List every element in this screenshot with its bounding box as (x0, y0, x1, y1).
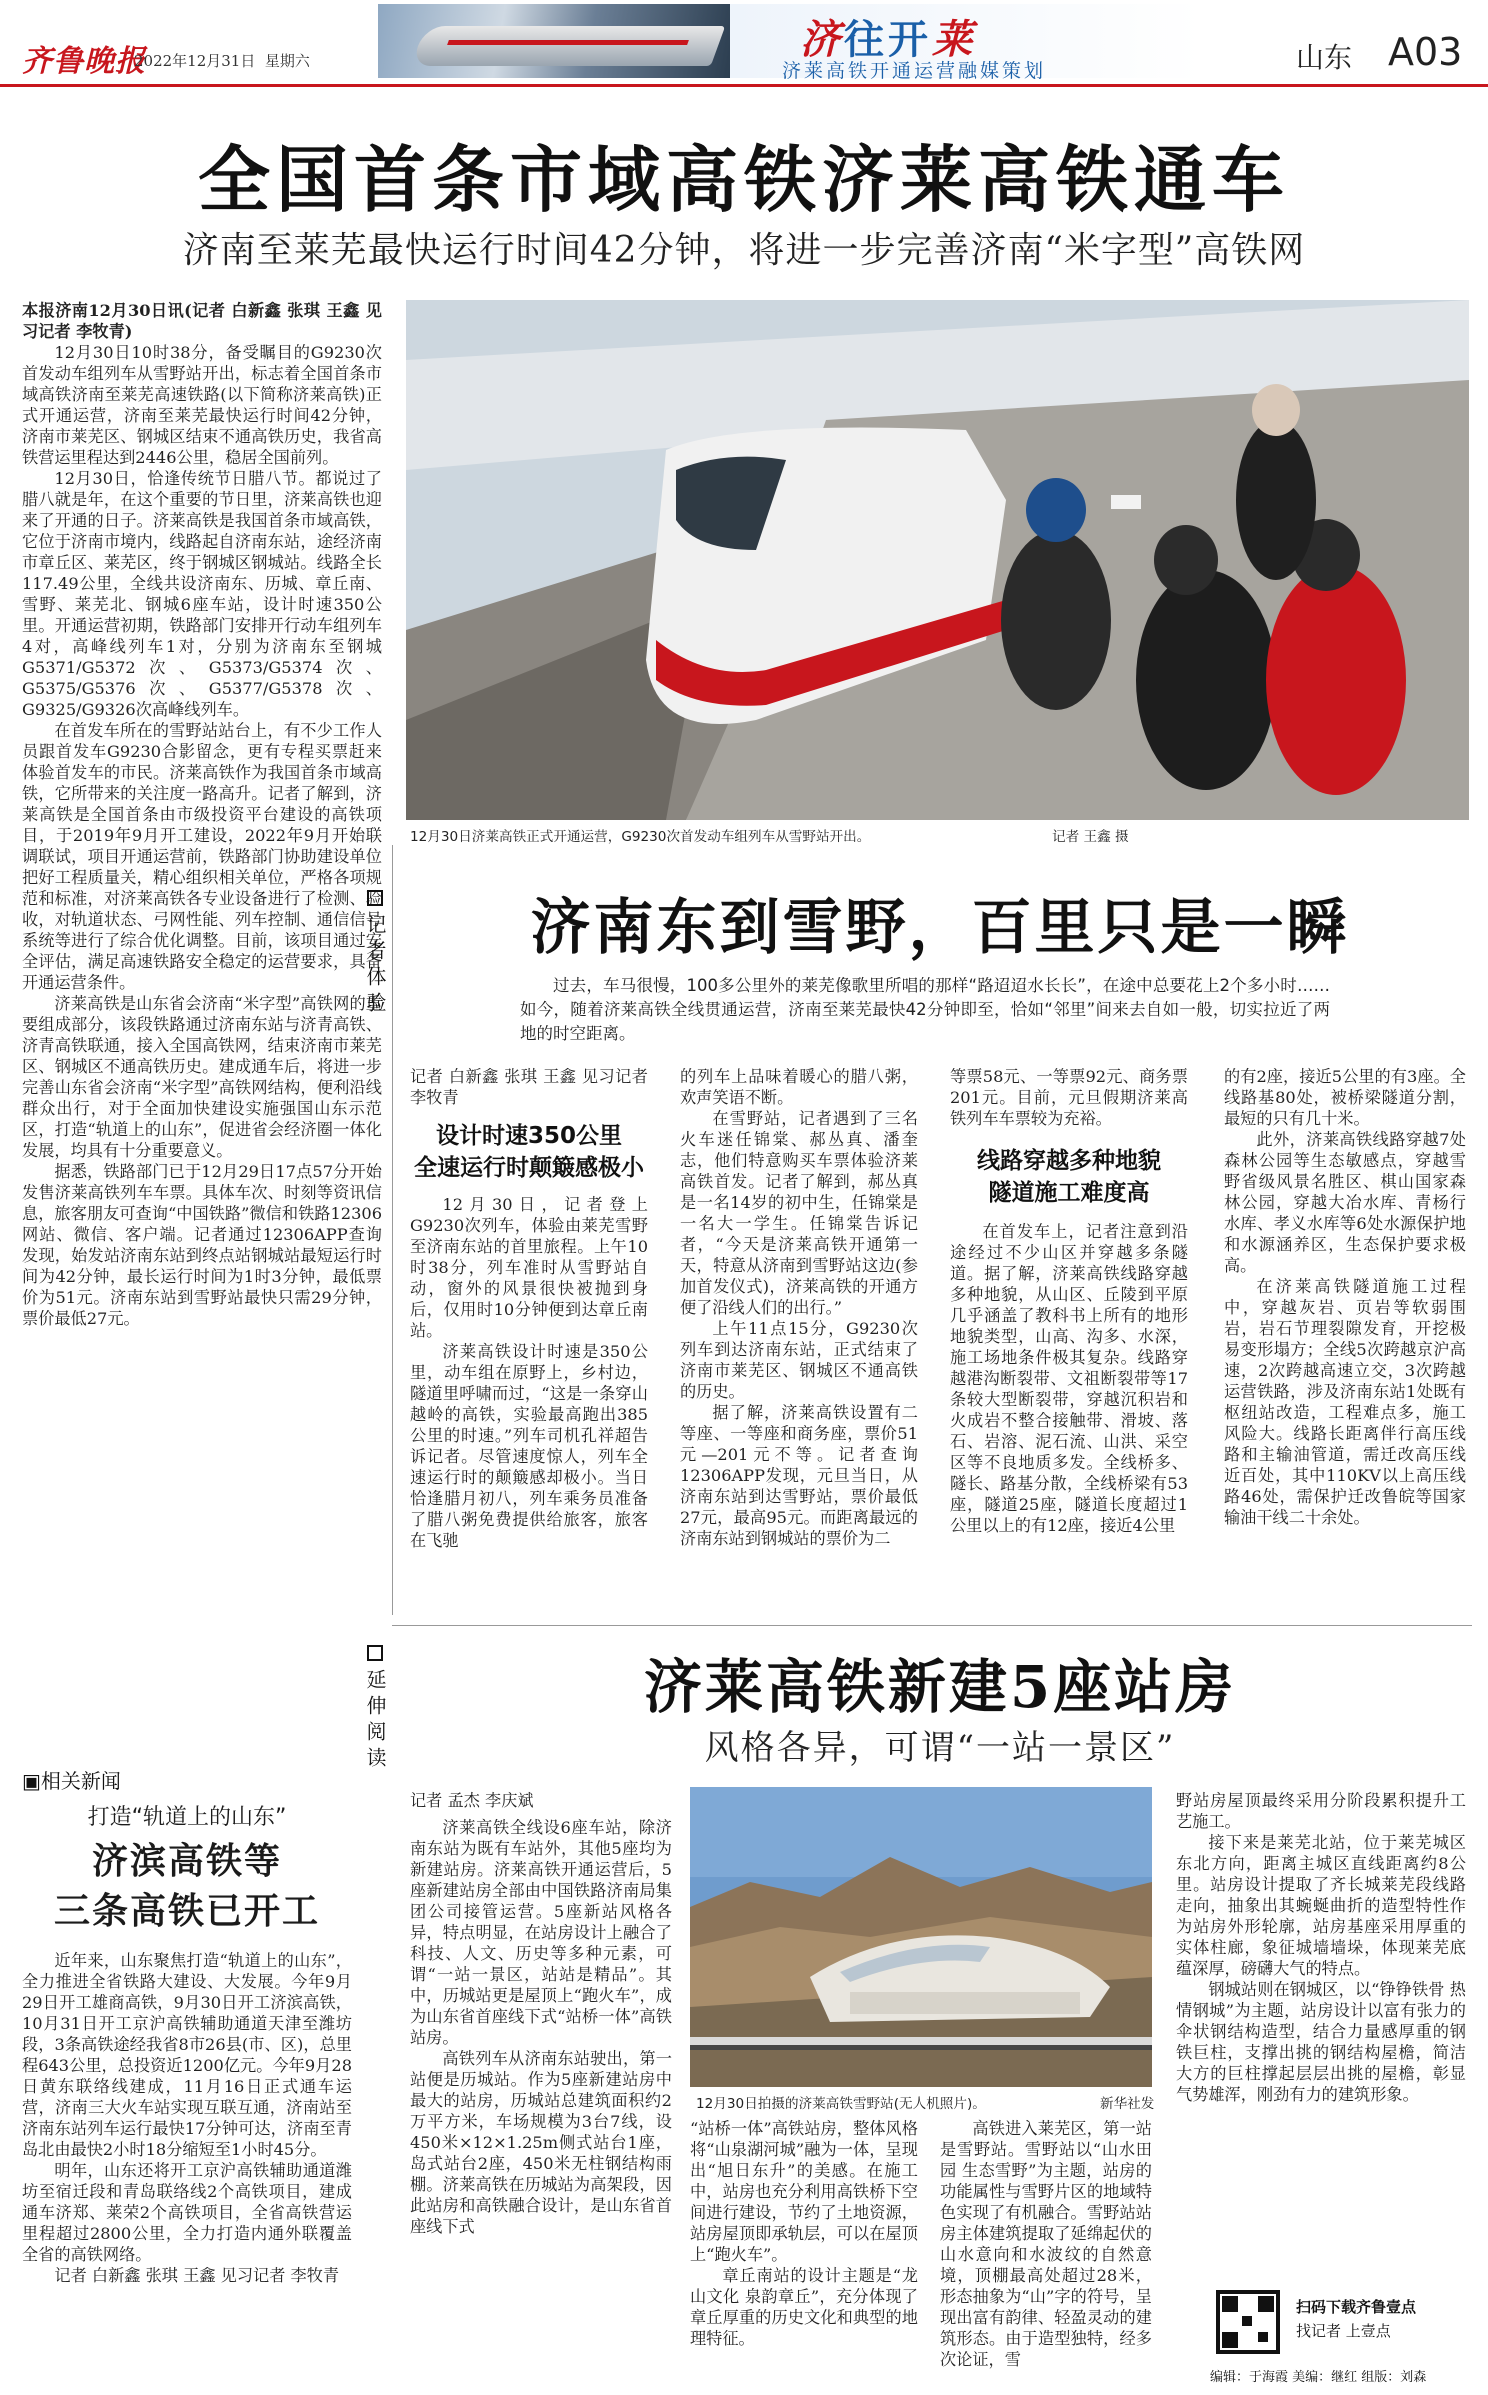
newspaper-logo: 齐鲁晚报 (22, 44, 146, 79)
stations-byline: 记者 孟杰 李庆斌 (410, 1791, 534, 1810)
stations-paragraph: 接下来是莱芜北站，位于莱芜城区东北方向，距离主城区直线距离约8公里。站房设计提取了齐长城莱芜段线路走向，抽象出其蜿蜒曲折的造型特性作为站房外形轮廓，站房基座采用厚重的实体柱廊，象征城墙墙垛，体现莱芜底蕴深厚，磅礴大气的特点。 (1176, 1833, 1466, 1978)
feature-byline: 记者 白新鑫 张琪 王鑫 见习记者 李牧青 (410, 1067, 648, 1107)
feature-intro: 过去，车马很慢，100多公里外的莱芜像歌里所唱的那样“路迢迢水长长”，在途中总要花上2个多小时……如今，随着济莱高铁全线贯通运营，济南至莱芜最快42分钟即至，恰如“邻里”间来去自如一般，切实拉近了两地的时空距离。 (520, 976, 1330, 1043)
feature-paragraph: 等票58元、一等票92元、商务票201元。目前，元旦假期济莱高铁列车车票较为充裕。 (950, 1067, 1188, 1128)
feature-paragraph: 据了解，济莱高铁设置有二等座、一等座和商务座，票价51元—201元不等。记者查询12306APP发现，元旦当日，从济南东站到达雪野站，票价最低27元，最高95元。而距离最远的济南东站到钢城站的票价为二 (680, 1403, 918, 1548)
stations-paragraph: 章丘南站的设计主题是“龙山文化 泉韵章丘”，充分体现了章丘厚重的历史文化和典型的地理特征。 (690, 2266, 918, 2348)
feature-column-4 (1224, 1066, 1466, 1528)
banner-title: 济往开莱 (800, 17, 976, 63)
related-news-label: ▣相关新闻 (22, 1769, 121, 1793)
feature-paragraph: 的列车上品味着暖心的腊八粥，欢声笑语不断。 (680, 1067, 918, 1107)
related-paragraph: 近年来，山东聚焦打造“轨道上的山东”，全力推进全省铁路大建设、大发展。今年9月29日开工雄商高铁，9月30日开工济滨高铁，10月31日开工京沪高铁辅助通道天津至潍坊段，3条高铁途经我省8市26县(市、区)，总里程643公里，总投资近1200亿元。今年9月28日黄东联络线建成，11月16日正式通车运营，济南三大火车站实现互联互通，济南站至济南东站列车运行最快17分钟可达，济南至青岛北由最快2小时18分缩短至1小时45分。 (22, 1951, 352, 2159)
stations-photo-caption: 12月30日拍摄的济莱高铁雪野站(无人机照片)。 (696, 2096, 986, 2112)
lead-photo-credit: 记者 王鑫 摄 (1052, 829, 1129, 845)
stations-column-tag (362, 1645, 388, 1777)
related-headline: 济滨高铁等 三条高铁已开工 (53, 1840, 320, 1932)
feature-column-1 (410, 1066, 648, 1551)
feature-paragraph: 在济莱高铁隧道施工过程中，穿越灰岩、页岩等软弱围岩，岩石节理裂隙发育，开挖极易变形塌方；全线5次跨越京沪高速，2次跨越高速立交，3次跨越运营铁路，涉及济南东站1处既有枢纽站改造，工程难点多，施工风险大。线路长距离伴行高压线路和主输油管道，需迁改高压线近百处，其中110KV以上高压线路46处，需保护迁改鲁皖等国家输油干线二十余处。 (1224, 1277, 1466, 1527)
lead-subheadline: 济南至莱芜最快运行时间42分钟，将进一步完善济南“米字型”高铁网 (182, 230, 1306, 271)
lead-article (22, 300, 382, 1329)
editorial-credits: 编辑：于海霞 美编：继红 组版：刘森 (1210, 2370, 1427, 2385)
related-article (22, 1950, 352, 2286)
qr-code[interactable] (1216, 2290, 1280, 2354)
feature-paragraph: 此外，济莱高铁线路穿越7处森林公园等生态敏感点，穿越雪野省级风景名胜区、棋山国家森林公园，穿越大冶水库、青杨行水库、孝义水库等6处水源保护地和水源涵养区，生态保护要求极高。 (1224, 1130, 1466, 1275)
lead-paragraph: 济莱高铁是山东省会济南“米字型”高铁网的重要组成部分，该段铁路通过济南东站与济青高铁、济青高铁联通，接入全国高铁网，结束济南市莱芜区、钢城区不通高铁历史。建成通车后，将进一步完善山东省会济南“米字型”高铁网结构，便利沿线群众出行，对于全面加快建设实施强国山东示范区，打造“轨道上的山东”，促进省会经济圈一体化发展，均具有十分重要意义。 (22, 994, 382, 1160)
lead-photo-train (406, 300, 1469, 820)
train-photo-illustration (406, 300, 1469, 820)
stations-column-4 (1176, 1790, 1466, 2105)
lead-paragraph: 12月30日10时38分，备受瞩目的G9230次首发动车组列车从雪野站开出，标志着全国首条市域高铁济南至莱芜高速铁路(以下简称济莱高铁)正式开通运营，济南至莱芜最快运行时间42分钟，济南市莱芜区、钢城区结束不通高铁历史，我省高铁营运里程达到2446公里，稳居全国前列。 (22, 343, 382, 467)
feature-paragraph: 12月30日，记者登上G9230次列车，体验由莱芜雪野至济南东站的首里旅程。上午10时38分，列车准时从雪野站自动，窗外的风景很快被抛到身后，仅用时10分钟便到达章丘南站。 (410, 1195, 648, 1340)
qr-text-secondary: 找记者 上壹点 (1296, 2322, 1391, 2340)
stations-column-1 (410, 1790, 672, 2237)
stations-paragraph: 高铁进入莱芜区，第一站是雪野站。雪野站以“山水田园 生态雪野”为主题，站房的功能属性与雪野片区的地域特色实现了有机融合。雪野站站房主体建筑提取了延绵起伏的山水意向和水波纹的自然意境，顶棚最高处超过28米，形态抽象为“山”字的符号，呈现出富有韵律、轻盈灵动的建筑形态。由于造型独特，经多次论证，雪 (940, 2119, 1152, 2369)
lead-paragraph: 12月30日，恰逢传统节日腊八节。都说过了腊八就是年，在这个重要的节日里，济莱高铁也迎来了开通的日子。济莱高铁是我国首条市域高铁，它位于济南市境内，线路起自济南东站，途经济南市章丘区、莱芜区，终于钢城区钢城站。线路全长117.49公里，全线共设济南东、历城、章丘南、雪野、莱芜北、钢城6座车站，设计时速350公里。开通运营初期，铁路部门安排开行动车组列车4对，高峰线列车1对，分别为济南东至钢城G5371/G5372次、G5373/G5374次、G5375/G5376次、G5377/G5378次、G9325/G9326次高峰线列车。 (22, 469, 382, 719)
masthead-divider (0, 84, 1488, 87)
stations-column-2 (690, 2118, 918, 2349)
stations-photo-xueye (690, 1787, 1152, 2087)
stations-subheadline: 风格各异，可谓“一站一景区” (704, 1728, 1176, 1768)
related-paragraph: 明年，山东还将开工京沪高铁辅助通道潍坊至宿迁段和青岛联络线2个高铁项目，建成通车济郑、莱荣2个高铁项目，全省高铁营运里程超过2800公里，全力打造内通外联覆盖全省的高铁网络。 (22, 2161, 352, 2264)
column-divider (392, 845, 393, 1615)
banner-train-image (378, 4, 730, 78)
feature-paragraph: 在雪野站，记者遇到了三名火车迷任锦棠、郝丛真、潘奎志，他们特意购买车票体验济莱高铁首发。记者了解到，郝丛真是一名14岁的初中生，任锦棠是一名大一学生。任锦棠告诉记者，“今天是济莱高铁开通第一天，特意从济南到雪野站这边(参加首发仪式)，济莱高铁的开通方便了沿线人们的出行。” (680, 1109, 918, 1317)
feature-paragraph: 上午11点15分，G9230次列车到达济南东站，正式结束了济南市莱芜区、钢城区不通高铁的历史。 (680, 1319, 918, 1401)
lead-headline: 全国首条市域高铁济莱高铁通车 (197, 137, 1290, 222)
feature-paragraph: 在首发车上，记者注意到沿途经过不少山区并穿越多条隧道。据了解，济莱高铁线路穿越多种地貌，从山区、丘陵到平原几乎涵盖了教科书上所有的地形地貌类型，山高、沟多、水深，施工场地条件极其复杂。线路穿越港沟断裂带、文祖断裂带等17条较大型断裂带，穿越沉积岩和火成岩不整合接触带、滑坡、落石、岩溶、泥石流、山洪、采空区等不良地质多发。全线桥多、隧长、路基分散，全线桥梁有53座，隧道25座，隧道长度超过1公里以上的有12座，接近4公里 (950, 1222, 1188, 1535)
lead-photo-caption: 12月30日济莱高铁正式开通运营，G9230次首发动车组列车从雪野站开出。 (410, 829, 871, 845)
related-byline: 记者 白新鑫 张琪 王鑫 见习记者 李牧青 (54, 2266, 340, 2285)
section-region: 山东 (1296, 41, 1353, 74)
page-number: A03 (1388, 30, 1463, 74)
feature-column-2 (680, 1066, 918, 1549)
qr-text-primary: 扫码下载齐鲁壹点 (1296, 2298, 1417, 2316)
feature-subhead-1: 设计时速350公里 全速运行时颠簸感极小 (414, 1123, 644, 1181)
lead-paragraph: 据悉，铁路部门已于12月29日17点57分开始发售济莱高铁列车车票。具体车次、时刻等资讯信息，旅客朋友可查询“中国铁路”微信和铁路12306网站、微信、客户端。记者通过12306APP查询发现，始发站济南东站到终点站钢城站最短运行时间为42分钟，最长运行时间为1时3分钟，最低票价为51元。济南东站到雪野站最快只需29分钟，票价最低27元。 (22, 1162, 382, 1328)
feature-subhead-2: 线路穿越多种地貌 隧道施工难度高 (977, 1148, 1161, 1206)
stations-paragraph: 野站房屋顶最终采用分阶段累积提升工艺施工。 (1176, 1791, 1466, 1831)
banner-subtitle: 济莱高铁开通运营融媒策划 (782, 60, 1047, 82)
section-divider (392, 1625, 1472, 1626)
stations-column-3 (940, 2118, 1152, 2370)
stations-column-tag-text: 延伸阅读 (363, 1669, 387, 1773)
stations-photo-credit: 新华社发 (1100, 2096, 1155, 2112)
feature-paragraph: 济莱高铁设计时速是350公里，动车组在原野上，乡村边，隧道里呼啸而过，“这是一条穿山越岭的高铁，实验最高跑出385公里的时速。”列车司机孔祥超告诉记者。尽管速度惊人，列车全速运行时的颠簸感却极小。当日恰逢腊月初八，列车乘务员准备了腊八粥免费提供给旅客，旅客在飞驰 (410, 1342, 648, 1550)
feature-column-tag-text: 记者体验 (363, 914, 387, 1018)
stations-paragraph: 钢城站则在钢城区，以“铮铮铁骨 热情钢城”为主题，站房设计以富有张力的伞状钢结构造型，结合力量感厚重的钢铁巨柱，支撑出挑的钢结构屋檐，简洁大方的巨柱撑起层层出挑的屋檐，彰显气势雄浑，刚劲有力的建筑形象。 (1176, 1980, 1466, 2104)
lead-byline: 本报济南12月30日讯(记者 白新鑫 张琪 王鑫 见习记者 李牧青) (22, 301, 382, 341)
stations-paragraph: “站桥一体”高铁站房，整体风格将“山泉湖河城”融为一体，呈现出“旭日东升”的美感。在施工中，站房也充分利用高铁桥下空间进行建设，节约了土地资源，站房屋顶即承轨层，可以在屋顶上“跑火车”。 (690, 2119, 918, 2264)
stations-headline: 济莱高铁新建5座站房 (643, 1653, 1237, 1721)
station-photo-illustration (690, 1787, 1152, 2087)
issue-date: 2022年12月31日 星期六 (134, 52, 310, 70)
related-kicker: 打造“轨道上的山东” (87, 1805, 287, 1830)
feature-column-3 (950, 1066, 1188, 1536)
feature-column-tag (362, 890, 388, 1022)
lead-paragraph: 在首发车所在的雪野站站台上，有不少工作人员跟首发车G9230合影留念，更有专程买票赶来体验首发车的市民。济莱高铁作为我国首条市域高铁，它所带来的关注度一路高升。记者了解到，济莱高铁是全国首条由市级投资平台建设的高铁项目，于2019年9月开工建设，2022年9月开始联调联试，项目开通运营前，铁路部门协助建设单位把好工程质量关，精心组织相关单位，严格各项规范和标准，对济莱高铁各专业设备进行了检测、验收，对轨道状态、弓网性能、列车控制、通信信号系统等进行了综合优化调整。目前，该项目通过安全评估，满足高速铁路安全稳定的运营要求，具备开通运营条件。 (22, 721, 382, 992)
feature-headline: 济南东到雪野，百里只是一瞬 (530, 893, 1350, 963)
feature-paragraph: 的有2座，接近5公里的有3座。全线路基80处，被桥梁隧道分割，最短的只有几十米。 (1224, 1067, 1466, 1128)
stations-paragraph: 高铁列车从济南东站驶出，第一站便是历城站。作为5座新建站房中最大的站房，历城站总建筑面积约2万平方米，车场规模为3台7线，设450米×12×1.25m侧式站台1座，岛式站台2座，450米无柱钢结构雨棚。济莱高铁在历城站为高架段，因此站房和高铁融合设计，是山东省首座线下式 (410, 2049, 672, 2236)
stations-paragraph: 济莱高铁全线设6座车站，除济南东站为既有车站外，其他5座均为新建站房。济莱高铁开通运营后，5座新建站房全部由中国铁路济南局集团公司接管运营。5座新站风格各异，特点明显，在站房设计上融合了科技、人文、历史等多种元素，可谓“一站一景区，站站是精品”。其中，历城站更是屋顶上“跑火车”，成为山东省首座线下式“站桥一体”高铁站房。 (410, 1818, 672, 2047)
